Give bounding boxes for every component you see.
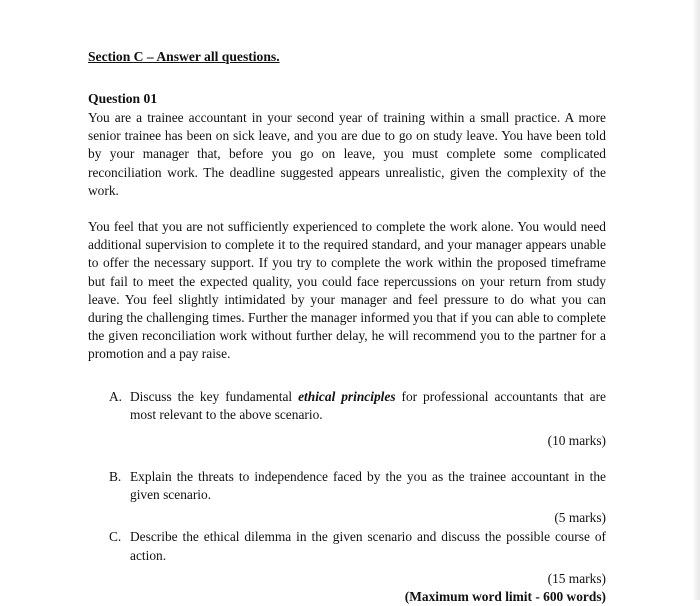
part-marks: (10 marks) (547, 433, 606, 449)
emphasis-text: ethical principles (298, 388, 396, 404)
part-marks: (5 marks) (554, 510, 606, 526)
page-edge-shadow (692, 0, 700, 600)
question-part-b (88, 468, 606, 527)
question-part-a (88, 388, 606, 450)
scenario-paragraph-2: You feel that you are not sufficiently experienced to complete the work alone. You would need additional supervision to complete it to the required standard, and your manager appears unable to offer the necessary support. If you try to complete the work within the proposed timeframe but fail to meet the expected quality, you could face repercussions on your return from study leave. You feel slightly intimidated by your manager and feel pressure to do what you can during the challenging times. Further the manager informed you that if you can able to complete the given reconciliation work without further delay, he will recommend you to the partner for a promotion and a pay raise. (88, 219, 606, 362)
part-text: Discuss the key fundamental ethical principles for professional accountants that are most relevant to the above scenario. (130, 388, 606, 422)
part-text: Explain the threats to independence faced by the you as the trainee accountant in the given scenario. (130, 469, 606, 503)
part-text: Describe the ethical dilemma in the given scenario and discuss the possible course of action. (130, 529, 606, 563)
part-letter: A. (109, 388, 123, 404)
part-letter: B. (109, 469, 122, 485)
document-content (88, 48, 606, 606)
question-part-c (88, 528, 606, 587)
question-parts (88, 388, 606, 588)
part-marks: (15 marks) (547, 570, 606, 586)
word-limit: (Maximum word limit - 600 words) (404, 588, 606, 604)
scenario-paragraph-1: You are a trainee accountant in your second year of training within a small practice. A more senior trainee has been on sick leave, and you are due to go on study leave. You have been told by your manager that, before you go on leave, you must complete some complicated reconciliation work. The deadline suggested appears unrealistic, given the complexity of the work. (88, 110, 606, 198)
question-title: Question 01 (88, 91, 158, 106)
section-title: Section C – Answer all questions. (88, 49, 280, 64)
part-letter: C. (109, 529, 122, 545)
